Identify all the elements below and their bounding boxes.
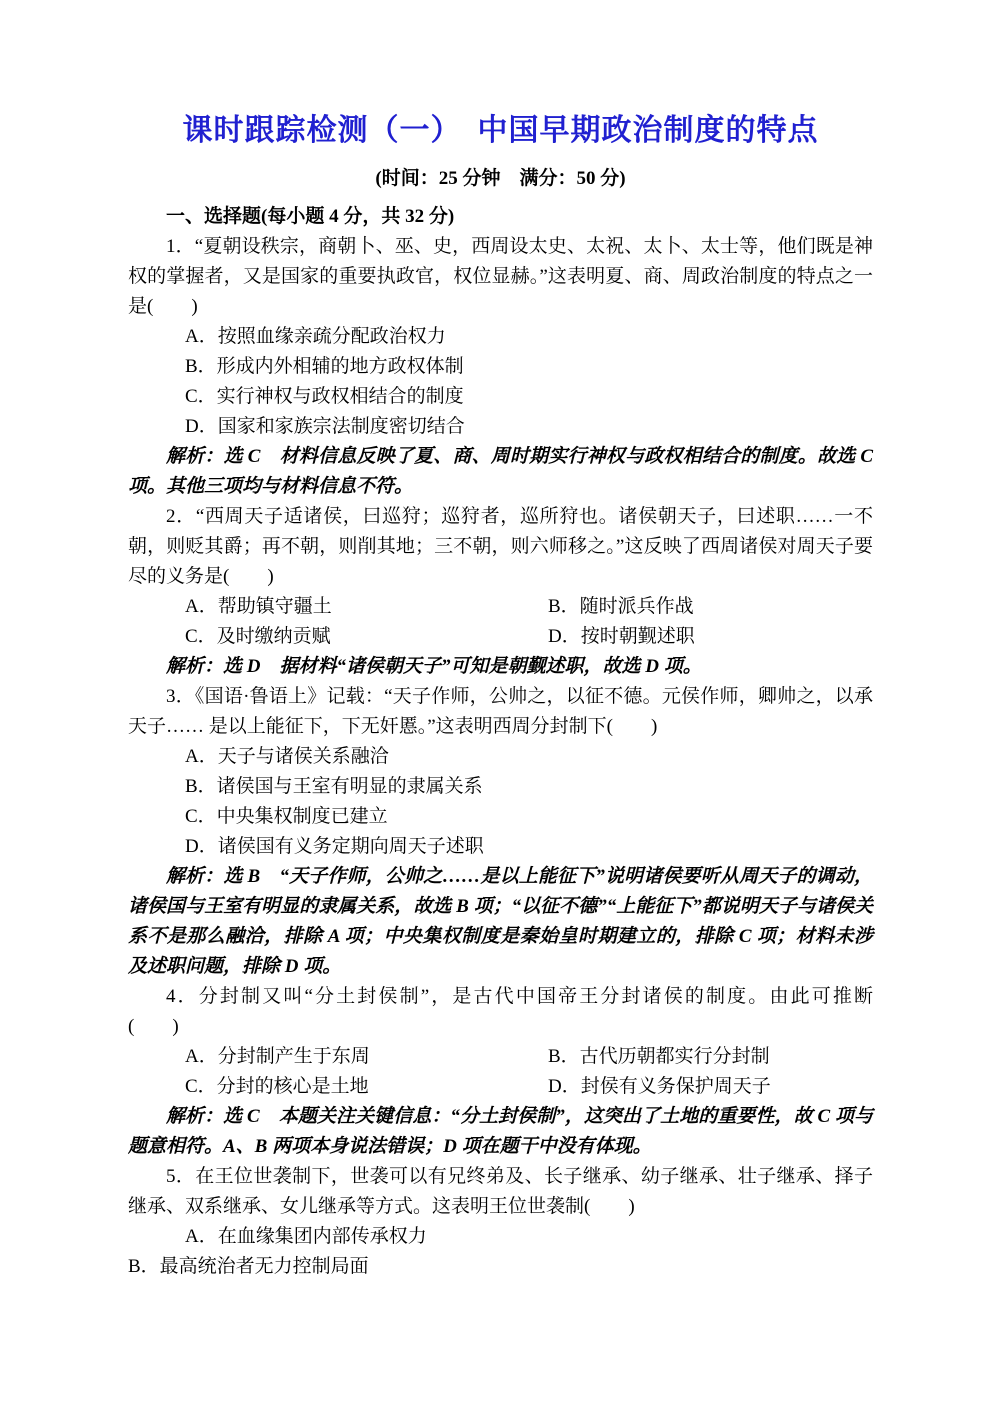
section-heading-multiple-choice: 一、选择题(每小题 4 分，共 32 分) [166, 206, 455, 227]
question-1-option-a: A．按照血缘亲疏分配政治权力 [185, 326, 446, 347]
question-4-option-c: C．分封的核心是土地 [185, 1076, 369, 1097]
question-3-option-c: C．中央集权制度已建立 [185, 806, 388, 827]
question-3-options [128, 742, 873, 862]
question-5-option-b: B．最高统治者无力控制局面 [128, 1256, 369, 1277]
exam-time-score-info: (时间：25 分钟 满分：50 分) [375, 168, 626, 189]
question-1-option-c: C．实行神权与政权相结合的制度 [185, 386, 464, 407]
question-3-option-d: D．诸侯国有义务定期向周天子述职 [185, 836, 484, 857]
question-1-stem: 1．“夏朝设秩宗，商朝卜、巫、史，西周设太史、太祝、太卜、太士等，他们既是神权的掌握者，又是国家的重要执政官，权位显赫。”这表明夏、商、周政治制度的特点之一是( ) [128, 236, 873, 317]
question-4-option-d: D．封侯有义务保护周天子 [548, 1076, 771, 1097]
question-2-option-c: C．及时缴纳贡赋 [185, 626, 331, 647]
question-1 [128, 232, 873, 502]
question-3-option-b: B．诸侯国与王室有明显的隶属关系 [185, 776, 483, 797]
question-2 [128, 502, 873, 682]
question-4-option-b: B．古代历朝都实行分封制 [548, 1046, 770, 1067]
question-1-option-b: B．形成内外相辅的地方政权体制 [185, 356, 464, 377]
question-1-analysis: 解析：选 C 材料信息反映了夏、商、周时期实行神权与政权相结合的制度。故选 C 项。其他三项均与材料信息不符。 [128, 446, 873, 497]
question-2-option-d: D．按时朝觐述职 [548, 626, 695, 647]
question-5-option-a: A．在血缘集团内部传承权力 [185, 1226, 427, 1247]
question-5-stem: 5．在王位世袭制下，世袭可以有兄终弟及、长子继承、幼子继承、壮子继承、择子继承、双系继承、女儿继承等方式。这表明王位世袭制( ) [128, 1166, 873, 1217]
question-3-analysis: 解析：选 B “天子作师，公帅之……是以上能征下”说明诸侯要听从周天子的调动，诸侯国与王室有明显的隶属关系，故选 B 项；“以征不德”“上能征下”都说明天子与诸侯关系不是那么融洽，排除 A 项；中央集权制度是秦始皇时期建立的，排除 C 项；材料未涉及述职问题，排除 D 项。 [128, 866, 873, 977]
question-2-options [185, 592, 873, 652]
question-3-option-a: A．天子与诸侯关系融洽 [185, 746, 389, 767]
question-3-stem: 3．《国语·鲁语上》记载：“天子作师，公帅之，以征不德。元侯作师，卿帅之，以承天子…… 是以上能征下，下无奸慝。”这表明西周分封制下( ) [128, 686, 873, 737]
question-2-option-b: B．随时派兵作战 [548, 596, 694, 617]
question-4-analysis: 解析：选 C 本题关注关键信息：“分土封侯制”，这突出了土地的重要性，故 C 项与题意相符。A、B 两项本身说法错误；D 项在题干中没有体现。 [128, 1106, 873, 1157]
question-4-stem: 4．分封制又叫“分土封侯制”，是古代中国帝王分封诸侯的制度。由此可推断 ( ) [128, 986, 912, 1037]
question-5 [128, 1162, 873, 1282]
page-title: 课时跟踪检测（一） 中国早期政治制度的特点 [182, 114, 819, 147]
question-4-option-a: A．分封制产生于东周 [185, 1046, 370, 1067]
question-4 [128, 982, 912, 1162]
question-1-options [128, 322, 873, 442]
question-1-option-d: D．国家和家族宗法制度密切结合 [185, 416, 465, 437]
question-2-stem: 2．“西周天子适诸侯，曰巡狩；巡狩者，巡所狩也。诸侯朝天子，曰述职……一不朝，则贬其爵；再不朝，则削其地；三不朝，则六师移之。”这反映了西周诸侯对周天子要尽的义务是( ) [128, 506, 873, 587]
question-5-options [128, 1222, 873, 1282]
question-4-options [185, 1042, 873, 1102]
question-2-option-a: A．帮助镇守疆土 [185, 596, 332, 617]
question-2-analysis: 解析：选 D 据材料“诸侯朝天子”可知是朝觐述职，故选 D 项。 [166, 656, 702, 677]
question-3 [128, 682, 873, 982]
